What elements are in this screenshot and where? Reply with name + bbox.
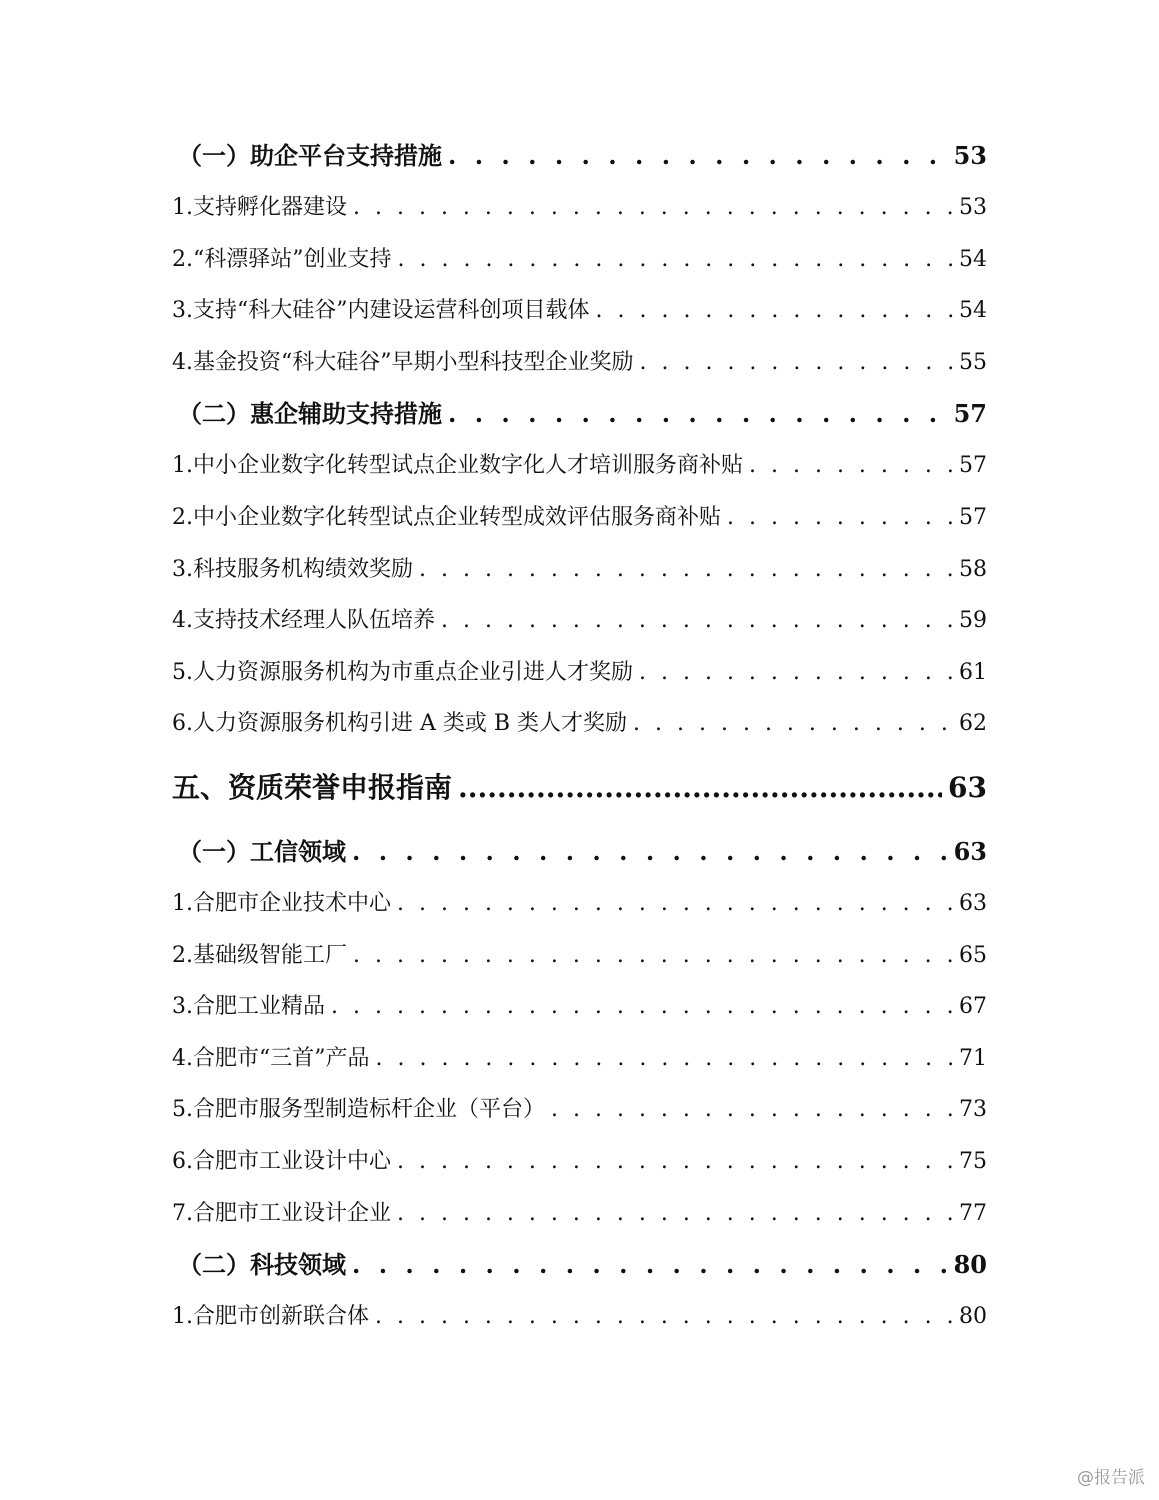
- toc-entry-title: 6.合肥市工业设计中心: [172, 1148, 391, 1174]
- toc-entry[interactable]: [172, 826, 987, 878]
- dot-leader: [727, 492, 953, 544]
- toc-entry-page: 73: [959, 1097, 987, 1123]
- dot-leader: [551, 1084, 953, 1136]
- toc-entry[interactable]: [172, 492, 987, 544]
- dot-leader: [596, 285, 954, 337]
- toc-entry-page: 67: [959, 994, 987, 1020]
- toc-entry[interactable]: [172, 1291, 987, 1343]
- dot-leader: [397, 878, 953, 930]
- dot-leader: [353, 182, 953, 234]
- toc-entry[interactable]: [172, 1239, 987, 1291]
- toc-entry-title: 5.人力资源服务机构为市重点企业引进人才奖励: [172, 659, 633, 685]
- toc-entry[interactable]: [172, 337, 987, 389]
- dot-leader: [352, 826, 948, 878]
- toc-entry-title: 3.支持“科大硅谷”内建设运营科创项目载体: [172, 298, 590, 324]
- toc-entry-page: 65: [959, 942, 987, 968]
- table-of-contents: [172, 130, 987, 1343]
- toc-entry-page: 53: [959, 195, 987, 220]
- dot-leader: [448, 130, 948, 182]
- dot-leader: [376, 1033, 954, 1085]
- toc-entry[interactable]: [172, 647, 987, 699]
- toc-entry-page: 63: [948, 770, 987, 804]
- toc-entry-title: 2.“科漂驿站”创业支持: [172, 246, 392, 272]
- toc-entry-title: （二）科技领域: [178, 1250, 346, 1280]
- toc-entry[interactable]: [172, 930, 987, 982]
- toc-entry-page: 57: [953, 399, 987, 429]
- toc-entry-page: 62: [959, 711, 987, 737]
- toc-entry[interactable]: [172, 698, 987, 750]
- toc-entry-page: 71: [959, 1045, 987, 1071]
- toc-entry-page: 63: [959, 890, 987, 916]
- toc-entry-page: 75: [959, 1148, 987, 1174]
- toc-entry-title: 3.合肥工业精品: [172, 994, 325, 1020]
- dot-leader: [640, 337, 954, 389]
- toc-entry[interactable]: [172, 130, 987, 182]
- toc-entry-title: 2.中小企业数字化转型试点企业转型成效评估服务商补贴: [172, 504, 721, 530]
- toc-entry-page: 80: [953, 1250, 987, 1280]
- dot-leader: [749, 440, 953, 492]
- toc-entry-title: 1.合肥市创新联合体: [172, 1304, 369, 1330]
- toc-entry-title: 4.支持技术经理人队伍培养: [172, 608, 435, 634]
- toc-entry-page: 61: [959, 659, 987, 685]
- toc-entry[interactable]: [172, 388, 987, 440]
- toc-entry-page: 55: [959, 349, 987, 375]
- toc-entry[interactable]: [172, 182, 987, 234]
- toc-entry-title: 五、资质荣誉申报指南: [172, 770, 453, 804]
- toc-entry-title: （二）惠企辅助支持措施: [178, 399, 442, 429]
- dot-leader: [397, 1188, 953, 1240]
- toc-entry-title: 4.基金投资“科大硅谷”早期小型科技型企业奖励: [172, 349, 634, 375]
- toc-entry-page: 57: [959, 504, 987, 530]
- dot-leader: [419, 544, 953, 596]
- dot-leader: [633, 698, 953, 750]
- toc-entry[interactable]: [172, 595, 987, 647]
- dot-leader: [448, 388, 948, 440]
- toc-entry-title: 2.基础级智能工厂: [172, 942, 347, 968]
- dot-leader: [353, 930, 953, 982]
- toc-entry-page: 80: [959, 1304, 987, 1330]
- toc-entry-page: 57: [959, 453, 987, 479]
- toc-entry[interactable]: [172, 981, 987, 1033]
- toc-entry-title: 1.中小企业数字化转型试点企业数字化人才培训服务商补贴: [172, 453, 743, 479]
- dot-leader: [352, 1239, 948, 1291]
- toc-entry-title: （一）助企平台支持措施: [178, 141, 442, 170]
- dot-leader: [375, 1291, 953, 1343]
- toc-entry-title: 1.支持孵化器建设: [172, 195, 347, 220]
- toc-entry-page: 59: [959, 608, 987, 634]
- toc-entry-title: 6.人力资源服务机构引进 A 类或 B 类人才奖励: [172, 711, 628, 737]
- toc-entry[interactable]: [172, 285, 987, 337]
- toc-entry-page: 63: [953, 836, 987, 866]
- toc-entry[interactable]: [172, 1136, 987, 1188]
- toc-entry[interactable]: [172, 234, 987, 286]
- toc-entry-page: 77: [959, 1200, 987, 1226]
- toc-entry-title: （一）工信领域: [178, 836, 346, 866]
- dot-leader: [397, 1136, 953, 1188]
- toc-entry-page: 53: [953, 141, 987, 170]
- toc-entry[interactable]: [172, 544, 987, 596]
- toc-entry[interactable]: [172, 440, 987, 492]
- toc-entry-title: 7.合肥市工业设计企业: [172, 1200, 391, 1226]
- toc-entry-title: 3.科技服务机构绩效奖励: [172, 556, 413, 582]
- dot-leader: [639, 647, 953, 699]
- toc-entry-title: 1.合肥市企业技术中心: [172, 890, 391, 916]
- dot-leader: [441, 595, 953, 647]
- toc-entry-title: 5.合肥市服务型制造标杆企业（平台）: [172, 1097, 545, 1123]
- toc-entry-page: 58: [959, 556, 987, 582]
- watermark: @报告派: [1077, 1468, 1145, 1488]
- dot-leader: [398, 234, 954, 286]
- dot-leader: [331, 981, 953, 1033]
- toc-entry-title: 4.合肥市“三首”产品: [172, 1045, 370, 1071]
- toc-entry[interactable]: [172, 1033, 987, 1085]
- toc-entry[interactable]: [172, 878, 987, 930]
- dot-leader: [458, 750, 942, 826]
- toc-entry[interactable]: [172, 1084, 987, 1136]
- toc-entry[interactable]: [172, 1188, 987, 1240]
- toc-entry[interactable]: [172, 750, 987, 826]
- toc-entry-page: 54: [959, 246, 987, 272]
- toc-entry-page: 54: [959, 298, 987, 324]
